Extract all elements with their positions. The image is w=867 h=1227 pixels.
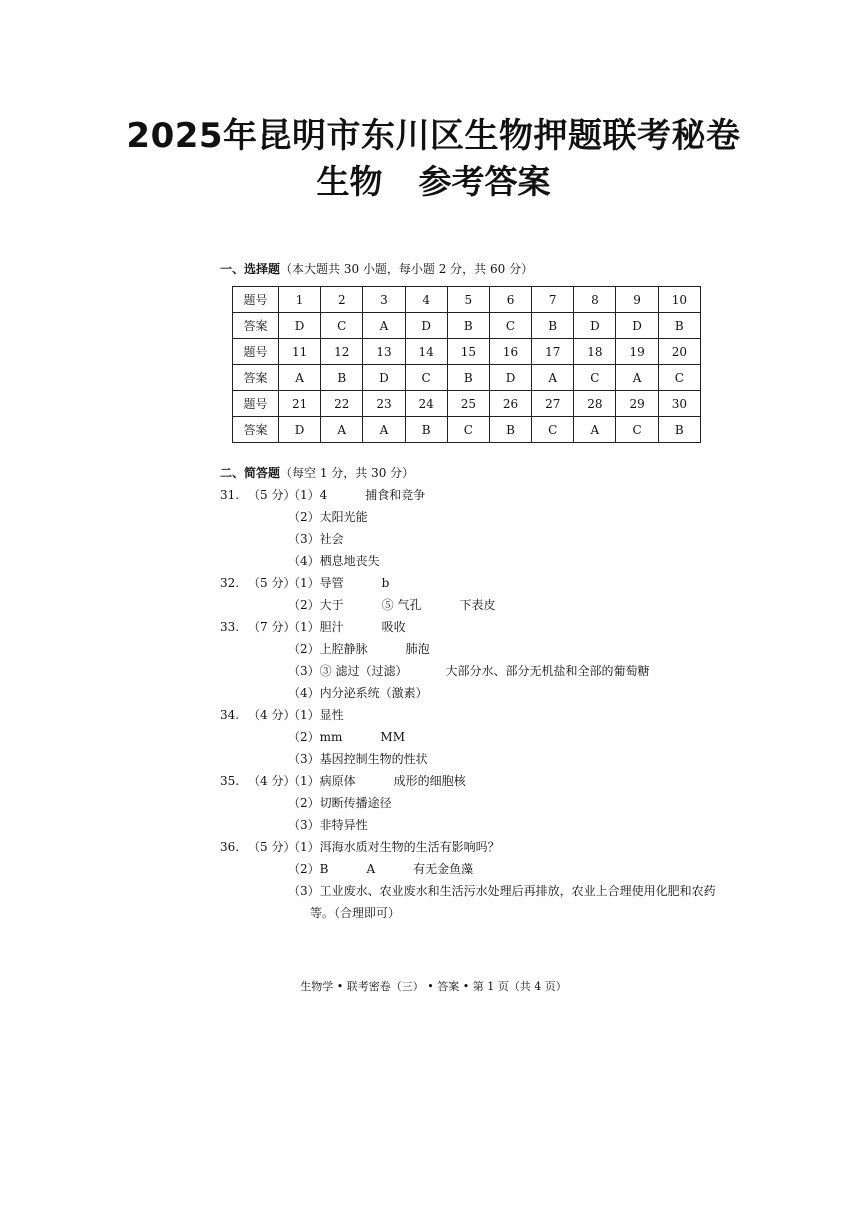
answer-line — [288, 883, 716, 899]
question-number-row — [233, 287, 701, 313]
question-number-cell: 16 — [489, 339, 531, 365]
answer-text: （3）非特异性 — [288, 818, 368, 832]
question-number-cell: 9 — [616, 287, 658, 313]
answer-cell: C — [405, 365, 447, 391]
answer-text: （3）③ 滤过（过滤） — [288, 664, 408, 678]
answer-line — [310, 905, 400, 921]
answer-cell: C — [321, 313, 363, 339]
answer-line — [288, 751, 428, 767]
question-number-cell: 21 — [278, 391, 320, 417]
question-number-cell: 20 — [658, 339, 700, 365]
answer-text: （1）导管 — [288, 576, 344, 590]
row-label: 答案 — [233, 365, 279, 391]
answer-cell: C — [574, 365, 616, 391]
answer-text: A — [366, 862, 376, 876]
answer-text: （1）病原体 — [288, 774, 356, 788]
answer-cell: A — [616, 365, 658, 391]
question-points: （5 分） — [248, 488, 296, 502]
row-label: 题号 — [233, 391, 279, 417]
answer-row — [233, 313, 701, 339]
answer-cell: B — [447, 313, 489, 339]
question-number: 36. — [220, 840, 240, 854]
question-number: 31. — [220, 488, 240, 502]
answer-text: 吸收 — [381, 620, 406, 634]
answer-cell: A — [363, 417, 405, 443]
answer-line — [288, 553, 380, 569]
answer-line — [288, 861, 473, 877]
answer-line — [220, 619, 406, 635]
answer-text: （1）胆汁 — [288, 620, 344, 634]
question-points: （5 分） — [248, 576, 296, 590]
section-choice-heading — [220, 260, 533, 277]
answer-text: （3）基因控制生物的性状 — [288, 752, 428, 766]
answer-line — [288, 663, 649, 679]
question-number-cell: 3 — [363, 287, 405, 313]
answer-text: （2）切断传播途径 — [288, 796, 392, 810]
answer-line — [288, 597, 495, 613]
answer-cell: C — [532, 417, 574, 443]
answer-cell: C — [447, 417, 489, 443]
question-number-cell: 27 — [532, 391, 574, 417]
section-short-note: （每空 1 分，共 30 分） — [280, 466, 415, 480]
question-number-cell: 6 — [489, 287, 531, 313]
answer-cell: A — [321, 417, 363, 443]
answer-cell: A — [363, 313, 405, 339]
question-number: 33. — [220, 620, 240, 634]
answer-cell: B — [447, 365, 489, 391]
answer-row — [233, 417, 701, 443]
answer-line — [220, 487, 425, 503]
answer-cell: D — [363, 365, 405, 391]
page-title: 2025年昆明市东川区生物押题联考秘卷 — [126, 116, 741, 156]
answer-text: （1）显性 — [288, 708, 344, 722]
section-choice-note: （本大题共 30 小题，每小题 2 分，共 60 分） — [280, 262, 534, 276]
question-number-cell: 1 — [278, 287, 320, 313]
question-points: （4 分） — [248, 774, 296, 788]
answer-cell: D — [574, 313, 616, 339]
answer-text: b — [381, 576, 390, 590]
answer-text: 等。（合理即可） — [310, 906, 401, 920]
question-number-cell: 15 — [447, 339, 489, 365]
answer-line — [288, 685, 428, 701]
answer-text: 肺泡 — [405, 642, 430, 656]
row-label: 答案 — [233, 417, 279, 443]
question-number: 35. — [220, 774, 240, 788]
answer-cell: A — [574, 417, 616, 443]
answer-text: 大部分水、部分无机盐和全部的葡萄糖 — [445, 664, 650, 678]
answer-text: （1）洱海水质对生物的生活有影响吗？ — [288, 840, 500, 854]
answer-cell: B — [489, 417, 531, 443]
section-short-heading — [220, 464, 414, 481]
answer-cell: B — [532, 313, 574, 339]
answer-cell: A — [532, 365, 574, 391]
answer-line — [288, 531, 344, 547]
question-number-cell: 2 — [321, 287, 363, 313]
question-number-cell: 8 — [574, 287, 616, 313]
answer-text: （2）上腔静脉 — [288, 642, 368, 656]
answer-line — [220, 839, 500, 855]
question-number-cell: 5 — [447, 287, 489, 313]
question-number-cell: 7 — [532, 287, 574, 313]
answer-text: （3）社会 — [288, 532, 344, 546]
answer-cell: D — [405, 313, 447, 339]
answer-line — [288, 641, 430, 657]
answer-text: 下表皮 — [459, 598, 496, 612]
question-number-cell: 4 — [405, 287, 447, 313]
page-subtitle — [0, 156, 867, 203]
answer-line — [220, 575, 389, 591]
answer-text: 成形的细胞核 — [393, 774, 466, 788]
row-label: 题号 — [233, 287, 279, 313]
answer-row — [233, 365, 701, 391]
row-label: 题号 — [233, 339, 279, 365]
answer-text: （2）大于 — [288, 598, 344, 612]
answer-cell: D — [616, 313, 658, 339]
answer-cell: C — [489, 313, 531, 339]
question-number-cell: 14 — [405, 339, 447, 365]
answer-text: ⑤ 气孔 — [381, 598, 422, 612]
answer-text: （1）4 — [288, 488, 328, 502]
question-number-cell: 24 — [405, 391, 447, 417]
question-number-cell: 22 — [321, 391, 363, 417]
answer-text: MM — [380, 730, 405, 744]
answer-cell: D — [278, 417, 320, 443]
question-number-cell: 29 — [616, 391, 658, 417]
question-number-cell: 12 — [321, 339, 363, 365]
answer-text: （4）栖息地丧失 — [288, 554, 380, 568]
answer-cell: C — [616, 417, 658, 443]
question-number-cell: 26 — [489, 391, 531, 417]
answer-line — [288, 729, 405, 745]
page-footer: 生物学 • 联考密卷（三） • 答案 • 第 1 页（共 4 页） — [300, 980, 567, 993]
answer-text: （3）工业废水、农业废水和生活污水处理后再排放，农业上合理使用化肥和农药 — [288, 884, 716, 898]
section-choice-title: 一、选择题 — [220, 262, 281, 276]
answer-cell: B — [405, 417, 447, 443]
answer-line — [220, 773, 466, 789]
answer-cell: C — [658, 365, 700, 391]
section-short-title: 二、简答题 — [220, 466, 281, 480]
question-number-row — [233, 339, 701, 365]
question-points: （4 分） — [248, 708, 296, 722]
question-number-cell: 25 — [447, 391, 489, 417]
question-points: （5 分） — [248, 840, 296, 854]
question-number-cell: 18 — [574, 339, 616, 365]
subtitle-answers: 参考答案 — [418, 162, 551, 201]
answer-line — [288, 817, 368, 833]
answer-cell: D — [489, 365, 531, 391]
answer-line — [288, 509, 368, 525]
answer-line — [288, 795, 392, 811]
question-number-cell: 19 — [616, 339, 658, 365]
question-number: 34. — [220, 708, 240, 722]
answer-cell: B — [658, 313, 700, 339]
answer-line — [220, 707, 344, 723]
answer-cell: B — [658, 417, 700, 443]
question-number-cell: 11 — [278, 339, 320, 365]
question-number-row — [233, 391, 701, 417]
answer-table — [232, 286, 701, 443]
answer-text: （2）mm — [288, 730, 343, 744]
answer-cell: B — [321, 365, 363, 391]
question-number-cell: 17 — [532, 339, 574, 365]
answer-cell: D — [278, 313, 320, 339]
answer-text: 捕食和竞争 — [365, 488, 426, 502]
question-number-cell: 13 — [363, 339, 405, 365]
row-label: 答案 — [233, 313, 279, 339]
question-number-cell: 23 — [363, 391, 405, 417]
answer-text: （2）B — [288, 862, 329, 876]
question-number-cell: 30 — [658, 391, 700, 417]
answer-text: （4）内分泌系统（激素） — [288, 686, 428, 700]
subtitle-subject: 生物 — [316, 162, 383, 201]
answer-text: 有无金鱼藻 — [413, 862, 474, 876]
question-number-cell: 28 — [574, 391, 616, 417]
question-points: （7 分） — [248, 620, 296, 634]
answer-text: （2）太阳光能 — [288, 510, 368, 524]
question-number: 32. — [220, 576, 240, 590]
answer-cell: A — [278, 365, 320, 391]
question-number-cell: 10 — [658, 287, 700, 313]
